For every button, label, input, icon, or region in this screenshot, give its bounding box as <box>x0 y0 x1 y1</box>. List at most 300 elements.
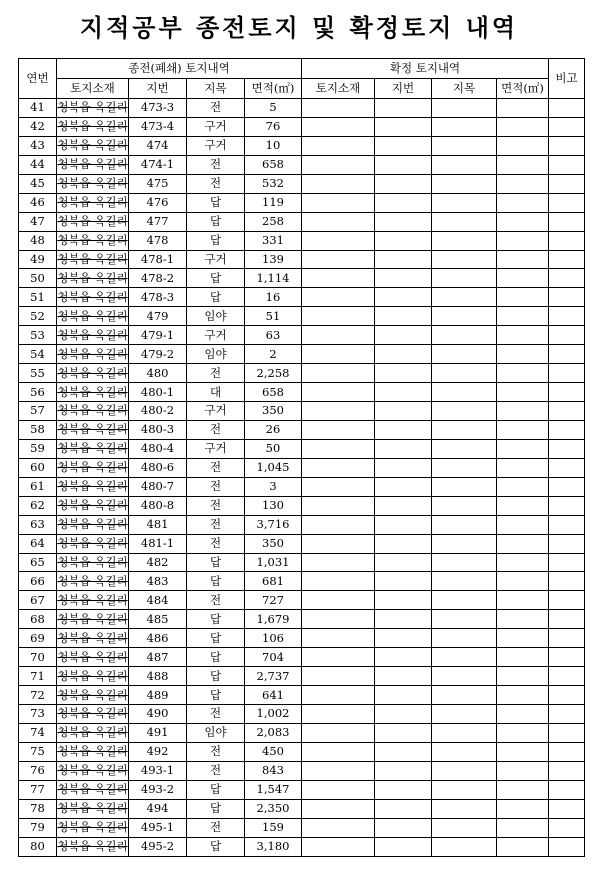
lot-cell: 488 <box>129 667 187 686</box>
table-row <box>19 723 585 742</box>
final-lot-cell <box>375 269 432 288</box>
serial-cell: 70 <box>19 648 57 667</box>
final-area-cell <box>497 364 549 383</box>
area-cell: 106 <box>245 629 302 648</box>
serial-cell: 80 <box>19 837 57 856</box>
serial-cell: 73 <box>19 705 57 724</box>
lot-cell: 479-2 <box>129 345 187 364</box>
table-row <box>19 174 585 193</box>
serial-cell: 60 <box>19 458 57 477</box>
final-area-header: 면적(㎡) <box>497 79 549 99</box>
location-cell: 청북읍 옥길리 <box>57 515 129 534</box>
final-category-cell <box>432 742 497 761</box>
table-row <box>19 705 585 724</box>
remarks-cell <box>549 818 585 837</box>
lot-cell: 495-1 <box>129 818 187 837</box>
table-row <box>19 610 585 629</box>
area-cell: 350 <box>245 402 302 421</box>
final-category-cell <box>432 439 497 458</box>
category-cell: 전 <box>187 705 245 724</box>
prior-lot-header: 지번 <box>129 79 187 99</box>
final-location-cell <box>302 231 375 250</box>
final-category-cell <box>432 761 497 780</box>
page-title: 지적공부 종전토지 및 확정토지 내역 <box>79 13 519 42</box>
lot-cell: 478-1 <box>129 250 187 269</box>
final-location-cell <box>302 572 375 591</box>
category-cell: 전 <box>187 458 245 477</box>
final-category-cell <box>432 231 497 250</box>
remarks-cell <box>549 572 585 591</box>
location-cell: 청북읍 옥길리 <box>57 629 129 648</box>
final-lot-cell <box>375 553 432 572</box>
final-lot-cell <box>375 686 432 705</box>
category-cell: 전 <box>187 364 245 383</box>
final-category-cell <box>432 477 497 496</box>
final-category-cell <box>432 610 497 629</box>
category-cell: 답 <box>187 610 245 629</box>
remarks-cell <box>549 212 585 231</box>
final-lot-cell <box>375 572 432 591</box>
final-category-cell <box>432 648 497 667</box>
area-cell: 2,258 <box>245 364 302 383</box>
category-cell: 전 <box>187 818 245 837</box>
lot-cell: 473-3 <box>129 99 187 118</box>
final-location-cell <box>302 193 375 212</box>
category-cell: 전 <box>187 420 245 439</box>
location-cell: 청북읍 옥길리 <box>57 761 129 780</box>
category-cell: 답 <box>187 648 245 667</box>
lot-cell: 492 <box>129 742 187 761</box>
final-area-cell <box>497 307 549 326</box>
final-area-cell <box>497 496 549 515</box>
serial-cell: 48 <box>19 231 57 250</box>
category-cell: 답 <box>187 572 245 591</box>
category-cell: 답 <box>187 686 245 705</box>
table-row <box>19 99 585 118</box>
final-lot-cell <box>375 288 432 307</box>
final-location-cell <box>302 629 375 648</box>
prior-land-group-header: 종전(폐쇄) 토지내역 <box>57 59 302 79</box>
remarks-cell <box>549 799 585 818</box>
lot-cell: 485 <box>129 610 187 629</box>
final-area-cell <box>497 383 549 402</box>
final-lot-cell <box>375 326 432 345</box>
final-area-cell <box>497 117 549 136</box>
final-location-cell <box>302 667 375 686</box>
location-cell: 청북읍 옥길리 <box>57 837 129 856</box>
table-row <box>19 402 585 421</box>
remarks-cell <box>549 307 585 326</box>
final-location-cell <box>302 496 375 515</box>
final-location-cell <box>302 402 375 421</box>
location-cell: 청북읍 옥길리 <box>57 458 129 477</box>
remarks-cell <box>549 780 585 799</box>
area-cell: 2,350 <box>245 799 302 818</box>
final-category-cell <box>432 99 497 118</box>
final-area-cell <box>497 780 549 799</box>
final-location-cell <box>302 345 375 364</box>
category-cell: 답 <box>187 837 245 856</box>
serial-cell: 68 <box>19 610 57 629</box>
final-location-cell <box>302 439 375 458</box>
final-lot-cell <box>375 439 432 458</box>
final-lot-cell <box>375 136 432 155</box>
area-cell: 76 <box>245 117 302 136</box>
final-category-cell <box>432 780 497 799</box>
lot-cell: 480-3 <box>129 420 187 439</box>
lot-cell: 479-1 <box>129 326 187 345</box>
area-cell: 5 <box>245 99 302 118</box>
category-cell: 답 <box>187 231 245 250</box>
serial-cell: 45 <box>19 174 57 193</box>
lot-cell: 484 <box>129 591 187 610</box>
final-location-cell <box>302 477 375 496</box>
final-category-cell <box>432 629 497 648</box>
location-cell: 청북읍 옥길리 <box>57 553 129 572</box>
serial-cell: 49 <box>19 250 57 269</box>
final-category-cell <box>432 591 497 610</box>
final-location-cell <box>302 364 375 383</box>
final-area-cell <box>497 591 549 610</box>
lot-cell: 481 <box>129 515 187 534</box>
prior-category-header: 지목 <box>187 79 245 99</box>
location-cell: 청북읍 옥길리 <box>57 288 129 307</box>
table-row <box>19 629 585 648</box>
category-cell: 답 <box>187 629 245 648</box>
final-area-cell <box>497 288 549 307</box>
area-cell: 50 <box>245 439 302 458</box>
area-cell: 350 <box>245 534 302 553</box>
serial-cell: 59 <box>19 439 57 458</box>
remarks-cell <box>549 515 585 534</box>
remarks-cell <box>549 667 585 686</box>
final-area-cell <box>497 439 549 458</box>
category-cell: 전 <box>187 591 245 610</box>
remarks-cell <box>549 383 585 402</box>
area-cell: 3 <box>245 477 302 496</box>
table-row <box>19 553 585 572</box>
location-cell: 청북읍 옥길리 <box>57 269 129 288</box>
lot-cell: 478-3 <box>129 288 187 307</box>
serial-cell: 67 <box>19 591 57 610</box>
table-row <box>19 667 585 686</box>
final-location-cell <box>302 780 375 799</box>
final-lot-cell <box>375 534 432 553</box>
table-row <box>19 269 585 288</box>
area-cell: 139 <box>245 250 302 269</box>
table-row <box>19 780 585 799</box>
category-cell: 답 <box>187 799 245 818</box>
final-category-cell <box>432 193 497 212</box>
lot-cell: 479 <box>129 307 187 326</box>
table-row <box>19 799 585 818</box>
final-category-cell <box>432 458 497 477</box>
final-area-cell <box>497 723 549 742</box>
final-lot-cell <box>375 705 432 724</box>
serial-cell: 52 <box>19 307 57 326</box>
category-cell: 답 <box>187 193 245 212</box>
table-row <box>19 439 585 458</box>
remarks-cell <box>549 155 585 174</box>
lot-cell: 493-2 <box>129 780 187 799</box>
table-row <box>19 477 585 496</box>
lot-cell: 480-2 <box>129 402 187 421</box>
location-cell: 청북읍 옥길리 <box>57 723 129 742</box>
category-cell: 전 <box>187 761 245 780</box>
location-cell: 청북읍 옥길리 <box>57 705 129 724</box>
final-location-cell <box>302 818 375 837</box>
final-category-cell <box>432 212 497 231</box>
lot-cell: 495-2 <box>129 837 187 856</box>
category-cell: 구거 <box>187 326 245 345</box>
lot-cell: 480-8 <box>129 496 187 515</box>
final-category-cell <box>432 837 497 856</box>
location-cell: 청북읍 옥길리 <box>57 117 129 136</box>
area-cell: 130 <box>245 496 302 515</box>
remarks-cell <box>549 761 585 780</box>
final-lot-cell <box>375 212 432 231</box>
remarks-cell <box>549 534 585 553</box>
table-row <box>19 155 585 174</box>
area-cell: 658 <box>245 155 302 174</box>
final-lot-cell <box>375 742 432 761</box>
final-category-cell <box>432 686 497 705</box>
category-cell: 전 <box>187 534 245 553</box>
remarks-cell <box>549 591 585 610</box>
category-cell: 전 <box>187 742 245 761</box>
table-row <box>19 117 585 136</box>
table-row <box>19 231 585 250</box>
remarks-cell <box>549 686 585 705</box>
final-area-cell <box>497 345 549 364</box>
final-category-cell <box>432 288 497 307</box>
remarks-cell <box>549 250 585 269</box>
final-lot-cell <box>375 345 432 364</box>
area-cell: 450 <box>245 742 302 761</box>
final-category-cell <box>432 818 497 837</box>
table-row <box>19 383 585 402</box>
location-cell: 청북읍 옥길리 <box>57 667 129 686</box>
final-area-cell <box>497 686 549 705</box>
remarks-cell <box>549 326 585 345</box>
location-cell: 청북읍 옥길리 <box>57 326 129 345</box>
serial-cell: 54 <box>19 345 57 364</box>
area-cell: 63 <box>245 326 302 345</box>
final-area-cell <box>497 648 549 667</box>
category-cell: 구거 <box>187 439 245 458</box>
area-cell: 1,547 <box>245 780 302 799</box>
remarks-cell <box>549 269 585 288</box>
final-area-cell <box>497 799 549 818</box>
final-lot-cell <box>375 629 432 648</box>
remarks-cell <box>549 345 585 364</box>
remarks-cell <box>549 402 585 421</box>
table-row <box>19 742 585 761</box>
final-category-cell <box>432 572 497 591</box>
final-lot-cell <box>375 780 432 799</box>
table-row <box>19 591 585 610</box>
category-cell: 전 <box>187 155 245 174</box>
final-lot-cell <box>375 364 432 383</box>
final-category-cell <box>432 723 497 742</box>
serial-cell: 76 <box>19 761 57 780</box>
final-location-cell <box>302 837 375 856</box>
area-cell: 119 <box>245 193 302 212</box>
table-row <box>19 307 585 326</box>
final-area-cell <box>497 572 549 591</box>
final-area-cell <box>497 269 549 288</box>
final-category-cell <box>432 345 497 364</box>
lot-cell: 474 <box>129 136 187 155</box>
final-category-cell <box>432 155 497 174</box>
serial-cell: 41 <box>19 99 57 118</box>
location-cell: 청북읍 옥길리 <box>57 383 129 402</box>
final-area-cell <box>497 212 549 231</box>
category-cell: 전 <box>187 477 245 496</box>
final-area-cell <box>497 420 549 439</box>
final-location-cell <box>302 515 375 534</box>
table-row <box>19 515 585 534</box>
prior-location-header: 토지소재 <box>57 79 129 99</box>
final-location-cell <box>302 155 375 174</box>
area-cell: 658 <box>245 383 302 402</box>
final-lot-cell <box>375 117 432 136</box>
lot-cell: 480 <box>129 364 187 383</box>
serial-cell: 51 <box>19 288 57 307</box>
area-cell: 26 <box>245 420 302 439</box>
lot-cell: 483 <box>129 572 187 591</box>
table-row <box>19 326 585 345</box>
final-lot-cell <box>375 667 432 686</box>
location-cell: 청북읍 옥길리 <box>57 477 129 496</box>
final-location-cell <box>302 534 375 553</box>
serial-cell: 72 <box>19 686 57 705</box>
lot-cell: 475 <box>129 174 187 193</box>
final-area-cell <box>497 667 549 686</box>
serial-cell: 50 <box>19 269 57 288</box>
final-area-cell <box>497 193 549 212</box>
location-cell: 청북읍 옥길리 <box>57 364 129 383</box>
location-cell: 청북읍 옥길리 <box>57 420 129 439</box>
final-lot-cell <box>375 496 432 515</box>
serial-cell: 44 <box>19 155 57 174</box>
location-cell: 청북읍 옥길리 <box>57 496 129 515</box>
table-row <box>19 818 585 837</box>
serial-cell: 56 <box>19 383 57 402</box>
final-category-cell <box>432 383 497 402</box>
final-lot-cell <box>375 799 432 818</box>
category-cell: 구거 <box>187 402 245 421</box>
serial-cell: 77 <box>19 780 57 799</box>
serial-header: 연번 <box>19 59 57 99</box>
area-cell: 1,002 <box>245 705 302 724</box>
final-lot-cell <box>375 383 432 402</box>
final-area-cell <box>497 326 549 345</box>
area-cell: 3,716 <box>245 515 302 534</box>
final-area-cell <box>497 174 549 193</box>
lot-cell: 480-4 <box>129 439 187 458</box>
final-location-cell <box>302 723 375 742</box>
area-cell: 1,045 <box>245 458 302 477</box>
remarks-cell <box>549 553 585 572</box>
final-location-cell <box>302 99 375 118</box>
final-lot-cell <box>375 155 432 174</box>
final-area-cell <box>497 515 549 534</box>
category-cell: 전 <box>187 99 245 118</box>
final-lot-cell <box>375 591 432 610</box>
serial-cell: 75 <box>19 742 57 761</box>
area-cell: 258 <box>245 212 302 231</box>
area-cell: 843 <box>245 761 302 780</box>
final-area-cell <box>497 250 549 269</box>
prior-area-header: 면적(㎡) <box>245 79 302 99</box>
category-cell: 답 <box>187 288 245 307</box>
serial-cell: 79 <box>19 818 57 837</box>
serial-cell: 47 <box>19 212 57 231</box>
table-row <box>19 250 585 269</box>
lot-cell: 476 <box>129 193 187 212</box>
final-location-cell <box>302 458 375 477</box>
location-cell: 청북읍 옥길리 <box>57 534 129 553</box>
location-cell: 청북읍 옥길리 <box>57 818 129 837</box>
category-cell: 대 <box>187 383 245 402</box>
final-location-cell <box>302 420 375 439</box>
final-category-cell <box>432 553 497 572</box>
category-cell: 임야 <box>187 723 245 742</box>
category-cell: 구거 <box>187 250 245 269</box>
final-location-cell <box>302 288 375 307</box>
category-cell: 답 <box>187 212 245 231</box>
table-row <box>19 837 585 856</box>
location-cell: 청북읍 옥길리 <box>57 174 129 193</box>
location-cell: 청북읍 옥길리 <box>57 231 129 250</box>
final-lot-cell <box>375 193 432 212</box>
table-row <box>19 288 585 307</box>
serial-cell: 62 <box>19 496 57 515</box>
category-cell: 답 <box>187 780 245 799</box>
final-area-cell <box>497 99 549 118</box>
table-row <box>19 648 585 667</box>
category-cell: 답 <box>187 667 245 686</box>
final-area-cell <box>497 534 549 553</box>
final-location-cell <box>302 326 375 345</box>
remarks-cell <box>549 136 585 155</box>
final-location-cell <box>302 174 375 193</box>
area-cell: 1,031 <box>245 553 302 572</box>
lot-cell: 480-7 <box>129 477 187 496</box>
remarks-cell <box>549 458 585 477</box>
lot-cell: 486 <box>129 629 187 648</box>
ledger-body <box>19 99 585 857</box>
final-land-group-header: 확정 토지내역 <box>302 59 549 79</box>
final-location-cell <box>302 212 375 231</box>
serial-cell: 74 <box>19 723 57 742</box>
lot-cell: 494 <box>129 799 187 818</box>
lot-cell: 481-1 <box>129 534 187 553</box>
final-category-cell <box>432 705 497 724</box>
final-area-cell <box>497 553 549 572</box>
table-row <box>19 193 585 212</box>
final-lot-cell <box>375 99 432 118</box>
remarks-cell <box>549 231 585 250</box>
remarks-cell <box>549 420 585 439</box>
final-lot-cell <box>375 761 432 780</box>
final-area-cell <box>497 761 549 780</box>
area-cell: 2,083 <box>245 723 302 742</box>
final-area-cell <box>497 477 549 496</box>
location-cell: 청북읍 옥길리 <box>57 799 129 818</box>
area-cell: 51 <box>245 307 302 326</box>
